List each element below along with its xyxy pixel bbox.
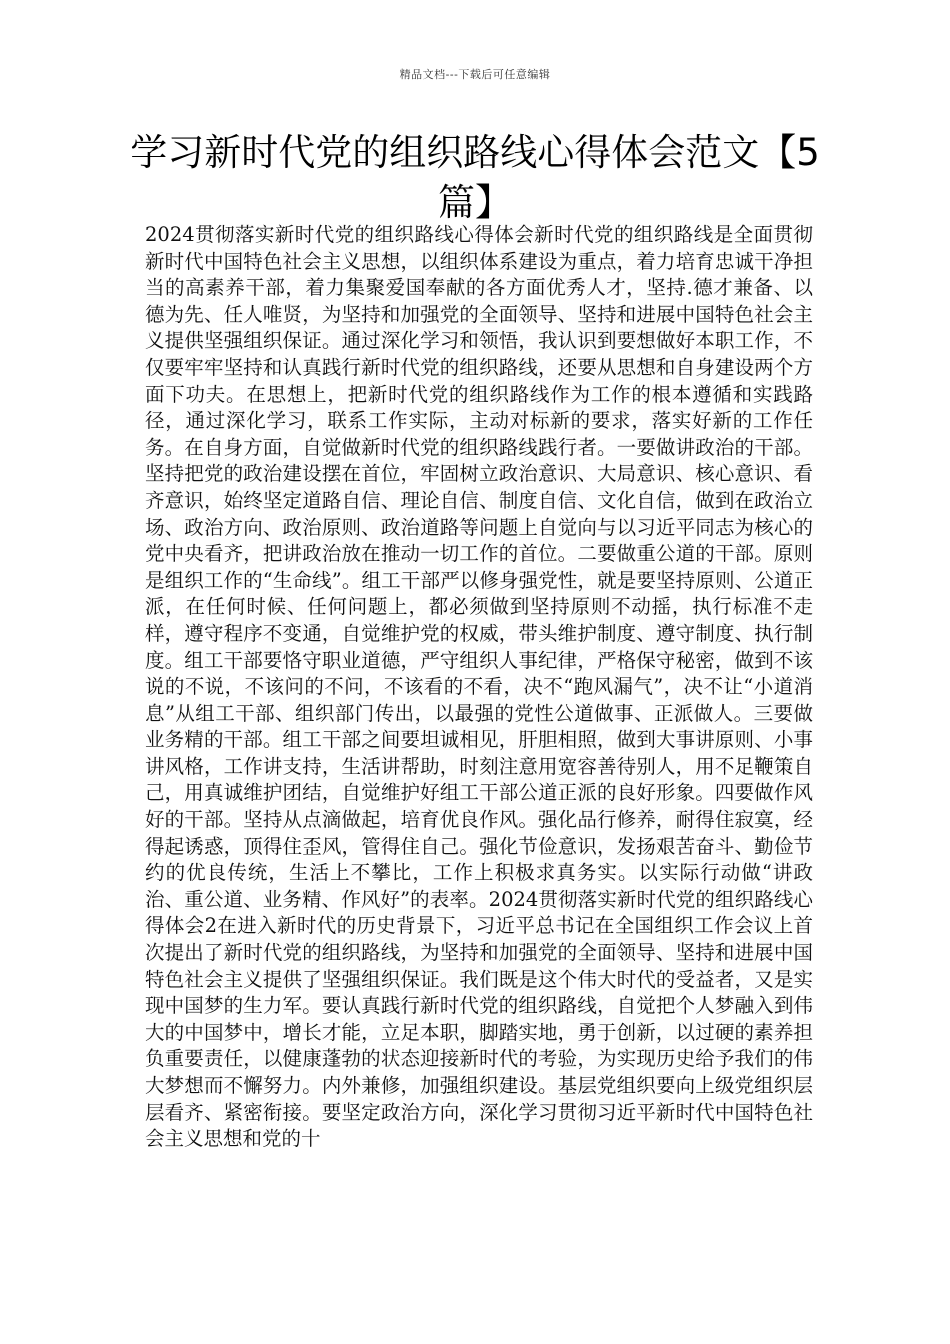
header-note: 精品文档---下载后可任意编辑 xyxy=(399,68,551,81)
document-title: 学习新时代党的组织路线心得体会范文【5篇】 xyxy=(130,131,820,224)
document-body: 2024贯彻落实新时代党的组织路线心得体会新时代党的组织路线是全面贯彻新时代中国特色社会主义思想，以组织体系建设为重点，着力培育忠诚干净担当的高素养干部，着力集聚爱国奉献的各方面优秀人才，坚持.德才兼备、以德为先、任人唯贤，为坚持和加强党的全面领导、坚持和进展中国特色社会主义提供坚强组织保证。通过深化学习和领悟，我认识到要想做好本职工作，不仅要牢牢坚持和认真践行新时代党的组织路线，还要从思想和自身建设两个方面下功夫。在思想上，把新时代党的组织路线作为工作的根本遵循和实践路径，通过深化学习，联系工作实际，主动对标新的要求，落实好新的工作任务。在自身方面，自觉做新时代党的组织路线践行者。一要做讲政治的干部。坚持把党的政治建设摆在首位，牢固树立政治意识、大局意识、核心意识、看齐意识，始终坚定道路自信、理论自信、制度自信、文化自信，做到在政治立场、政治方向、政治原则、政治道路等问题上自觉向与以习近平同志为核心的党中央看齐，把讲政治放在推动一切工作的首位。二要做重公道的干部。原则是组织工作的“生命线”。组工干部严以修身强党性，就是要坚持原则、公道正派，在任何时候、任何问题上，都必须做到坚持原则不动摇，执行标准不走样，遵守程序不变通，自觉维护党的权威，带头维护制度、遵守制度、执行制度。组工干部要恪守职业道德，严守组织人事纪律，严格保守秘密，做到不该说的不说，不该问的不问，不该看的不看，决不“跑风漏气”，决不让“小道消息”从组工干部、组织部门传出，以最强的党性公道做事、正派做人。三要做业务精的干部。组工干部之间要坦诚相见，肝胆相照，做到大事讲原则、小事讲风格，工作讲支持，生活讲帮助，时刻注意用宽容善待别人，用不足鞭策自己，用真诚维护团结，自觉维护好组工干部公道正派的良好形象。四要做作风好的干部。坚持从点滴做起，培育优良作风。强化品行修养，耐得住寂寞，经得起诱惑，顶得住歪风，管得住自己。强化节俭意识，发扬艰苦奋斗、勤俭节约的优良传统，生活上不攀比，工作上积极求真务实。以实际行动做“讲政治、重公道、业务精、作风好”的表率。2024贯彻落实新时代党的组织路线心得体会2在进入新时代的历史背景下，习近平总书记在全国组织工作会议上首次提出了新时代党的组织路线，为坚持和加强党的全面领导、坚持和进展中国特色社会主义提供了坚强组织保证。我们既是这个伟大时代的受益者，又是实现中国梦的生力军。要认真践行新时代党的组织路线，自觉把个人梦融入到伟大的中国梦中，增长才能，立足本职，脚踏实地，勇于创新，以过硬的素养担负重要责任，以健康蓬勃的状态迎接新时代的考验，为实现历史给予我们的伟大梦想而不懈努力。内外兼修，加强组织建设。基层党组织要向上级党组织层层看齐、紧密衔接。要坚定政治方向，深化学习贯彻习近平新时代中国特色社会主义思想和党的十 xyxy=(145,223,813,1151)
